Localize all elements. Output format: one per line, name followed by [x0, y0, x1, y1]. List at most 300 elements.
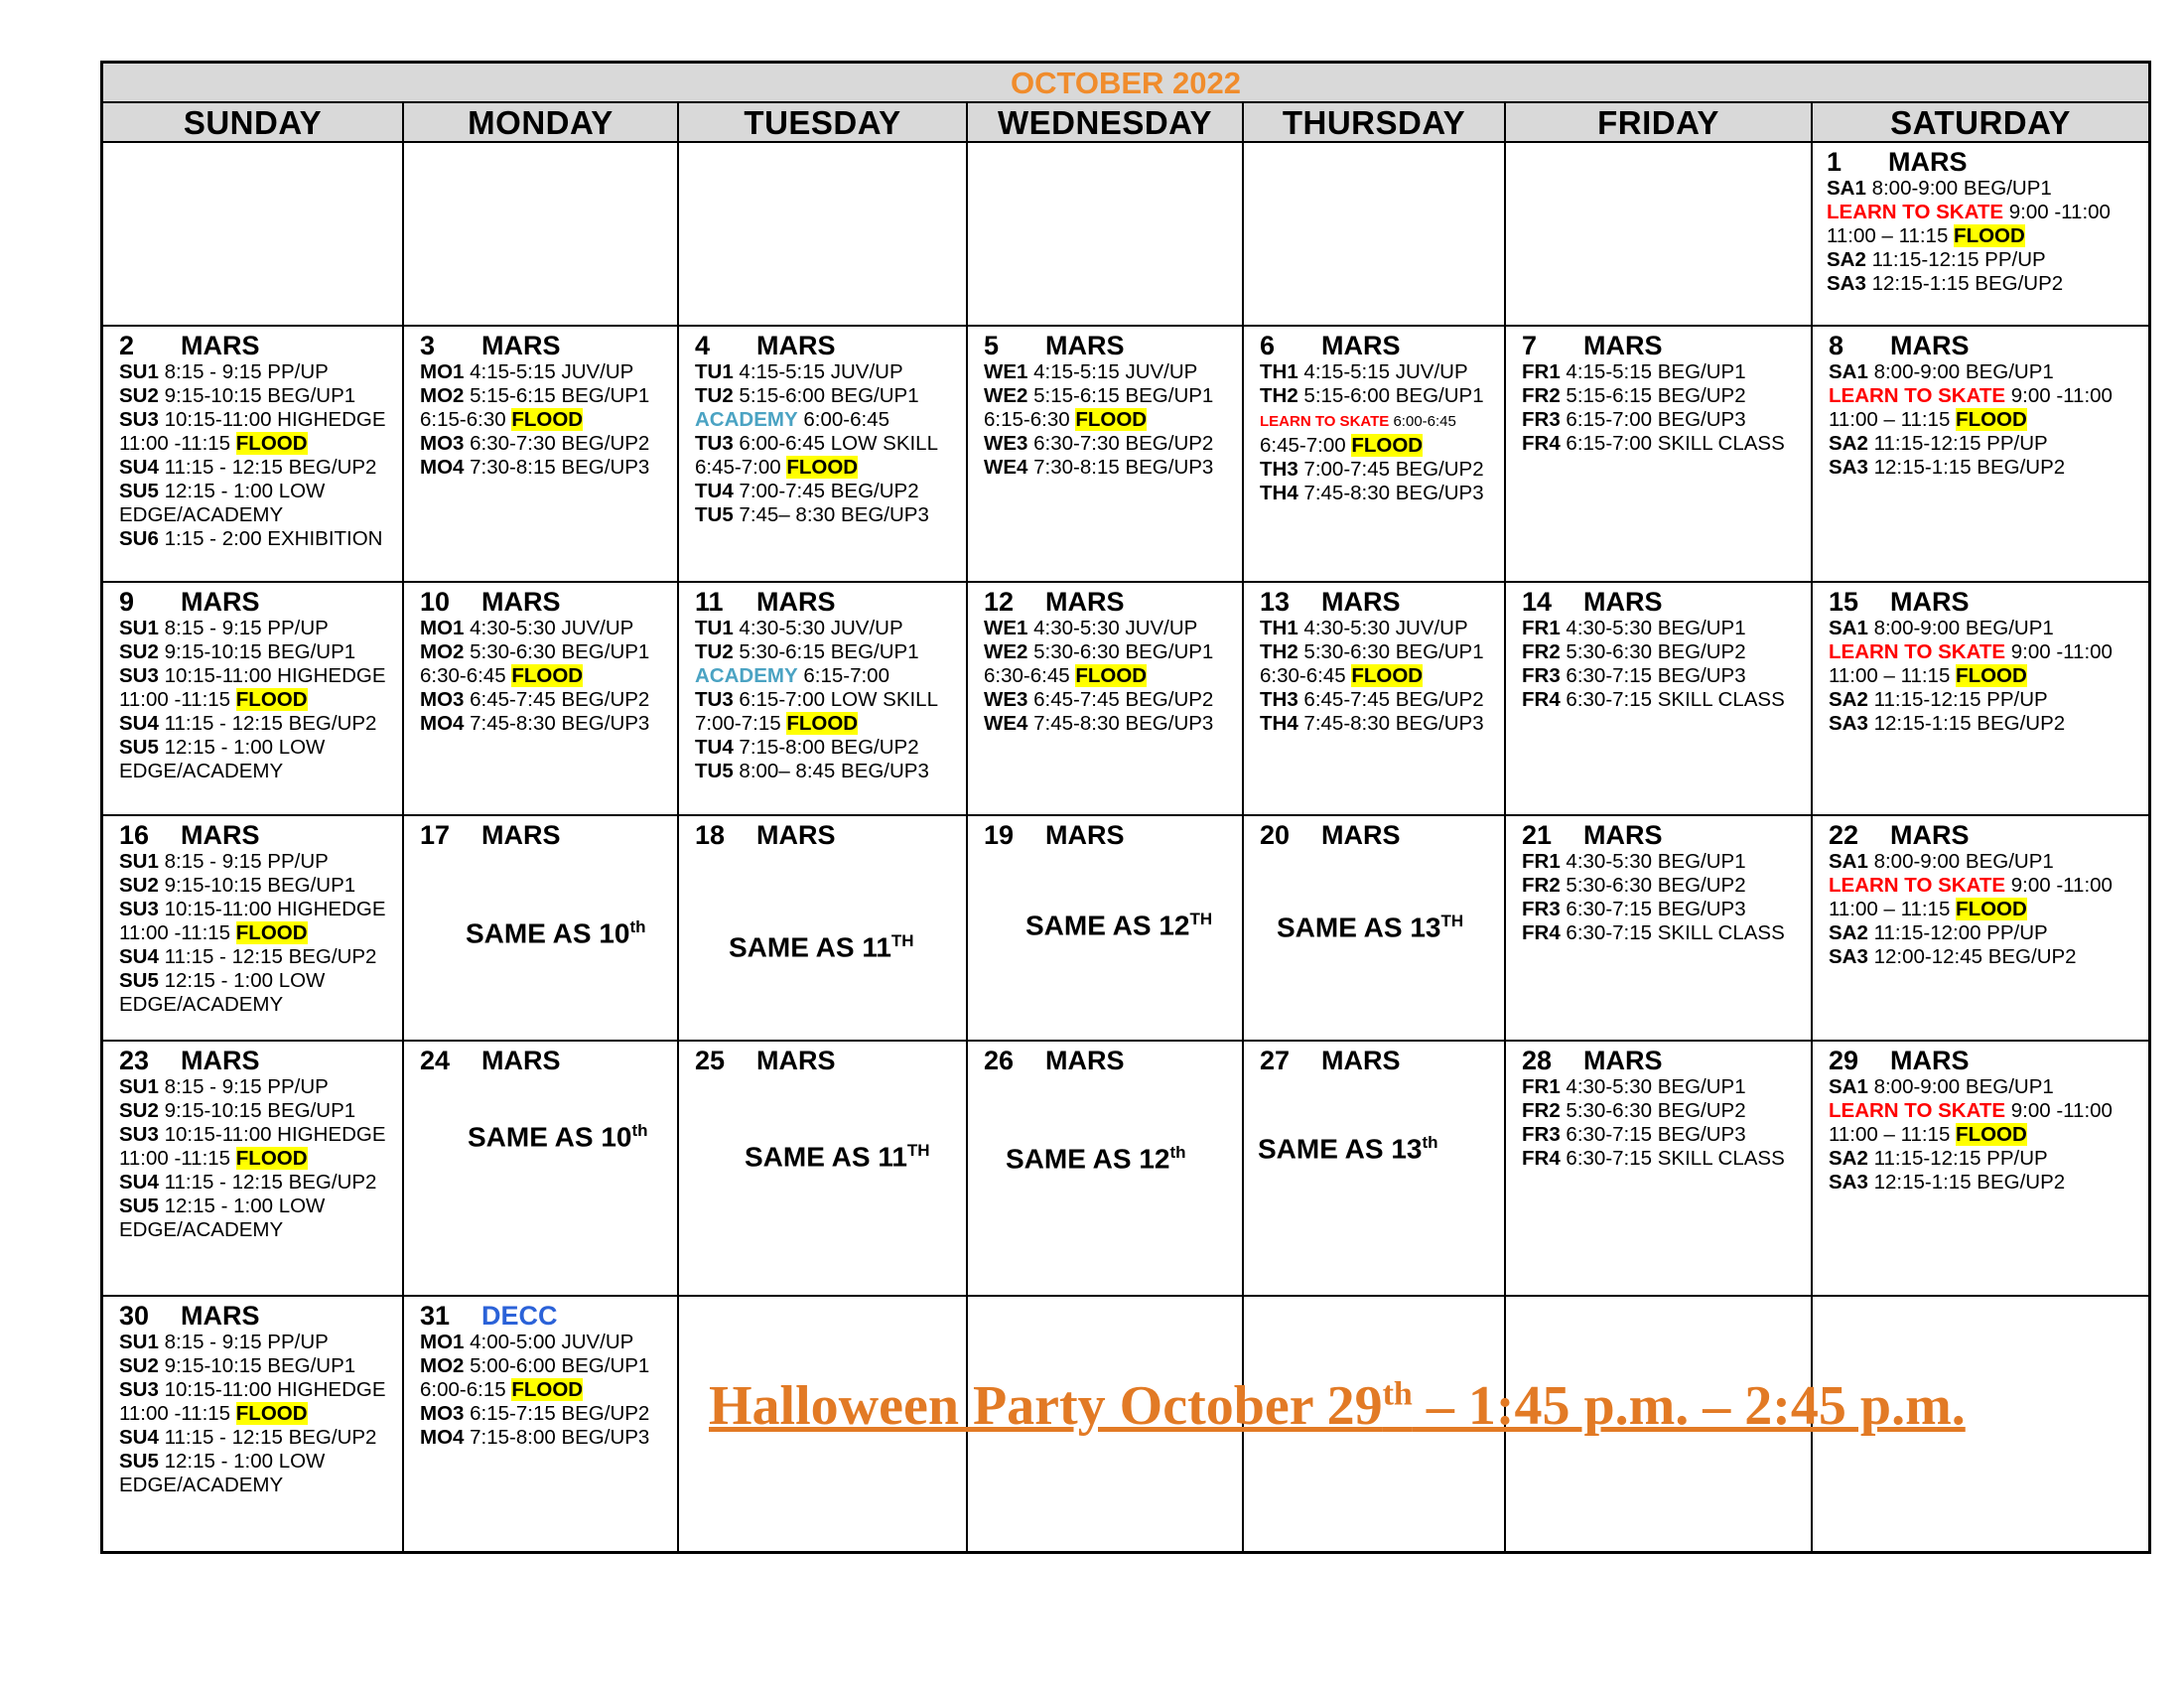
- flood-label: FLOOD: [1075, 408, 1148, 431]
- session-line: [1260, 458, 1504, 482]
- session-line: [1260, 688, 1504, 712]
- rink-location: MARS: [1045, 587, 1125, 617]
- session-text: 11:00 – 11:15: [1829, 664, 1957, 687]
- session-line: [420, 384, 677, 408]
- same-as-suffix: TH: [1189, 910, 1213, 928]
- session-code: SA1: [1829, 617, 1868, 639]
- day-heading: [1829, 820, 2148, 850]
- session-text: 10:15-11:00 HIGHEDGE: [158, 664, 386, 687]
- session-text: 11:15-12:15 PP/UP: [1867, 1147, 2048, 1170]
- session-line: [420, 1426, 677, 1450]
- same-as-text: SAME AS 13: [1258, 1133, 1423, 1165]
- day-heading: [695, 820, 966, 850]
- session-code: FR4: [1522, 1147, 1561, 1170]
- same-as-suffix: TH: [890, 931, 914, 950]
- session-line: [1260, 640, 1504, 664]
- session-code: WE4: [984, 456, 1028, 479]
- session-line: [119, 1123, 402, 1147]
- session-line: [420, 408, 677, 432]
- rink-location: MARS: [1045, 1046, 1125, 1075]
- session-text: 6:30-6:45: [984, 664, 1076, 687]
- day-header-friday: FRIDAY: [1506, 103, 1813, 143]
- session-line: [1829, 850, 2148, 874]
- session-code: MO3: [420, 1402, 465, 1425]
- session-line: [1260, 482, 1504, 505]
- session-text: 4:15-5:15 JUV/UP: [733, 360, 903, 383]
- session-code: SU6: [119, 527, 159, 550]
- session-code: SU5: [119, 736, 159, 759]
- session-text: 11:00 -11:15: [119, 688, 236, 711]
- session-line: [119, 384, 402, 408]
- session-text: 7:30-8:15 BEG/UP3: [464, 456, 650, 479]
- session-line: [695, 688, 966, 712]
- session-line: [119, 480, 402, 503]
- rink-location: MARS: [481, 331, 561, 360]
- flood-label: FLOOD: [235, 432, 308, 455]
- session-code: TU1: [695, 617, 734, 639]
- session-text: 8:00-9:00 BEG/UP1: [1867, 360, 2054, 383]
- session-line: [695, 408, 966, 432]
- session-text: 6:15-7:15 BEG/UP2: [464, 1402, 650, 1425]
- session-text: 7:30-8:15 BEG/UP3: [1027, 456, 1214, 479]
- session-code: SU1: [119, 850, 159, 873]
- session-line: [1829, 1171, 2148, 1195]
- day-cell-8: [1813, 327, 2148, 583]
- session-line: [1522, 1099, 1811, 1123]
- same-as-suffix: th: [629, 917, 646, 936]
- session-line: [984, 408, 1242, 432]
- session-text: 9:00 -11:00: [2005, 384, 2113, 407]
- session-text: 5:15-6:15 BEG/UP1: [1027, 384, 1214, 407]
- session-code: SU1: [119, 617, 159, 639]
- session-line: [119, 1402, 402, 1426]
- session-text: 4:30-5:30 JUV/UP: [1027, 617, 1198, 639]
- session-line: [420, 688, 677, 712]
- day-heading: [984, 331, 1242, 360]
- session-text: 9:00 -11:00: [2003, 201, 2111, 223]
- day-heading: [1260, 1046, 1504, 1075]
- same-as-note: [468, 1121, 648, 1153]
- session-line: [984, 456, 1242, 480]
- session-code: FR3: [1522, 1123, 1561, 1146]
- day-heading: [1829, 587, 2148, 617]
- session-text: 11:15-12:15 PP/UP: [1867, 688, 2048, 711]
- session-line: [1829, 640, 2148, 664]
- session-text: 8:15 - 9:15 PP/UP: [158, 850, 329, 873]
- session-line: [420, 617, 677, 640]
- session-code: TH3: [1260, 458, 1298, 481]
- session-text: 11:15 - 12:15 BEG/UP2: [158, 945, 377, 968]
- session-text: 11:15 - 12:15 BEG/UP2: [158, 1426, 377, 1449]
- day-heading: [420, 1046, 677, 1075]
- day-number: 20: [1260, 820, 1291, 850]
- session-line: [420, 1378, 677, 1402]
- learn-to-skate-label: LEARN TO SKATE: [1829, 384, 2006, 407]
- session-text: 10:15-11:00 HIGHEDGE: [158, 1123, 386, 1146]
- day-heading: [695, 587, 966, 617]
- day-heading: [984, 820, 1242, 850]
- day-heading: [420, 1301, 677, 1331]
- learn-to-skate-label: LEARN TO SKATE: [1829, 1099, 2006, 1122]
- day-heading: [119, 1301, 402, 1331]
- session-text: 8:15 - 9:15 PP/UP: [158, 1075, 329, 1098]
- flood-label: FLOOD: [1351, 664, 1424, 687]
- session-line: [695, 664, 966, 688]
- session-line: [1260, 434, 1504, 458]
- session-line: [1260, 712, 1504, 736]
- session-text: 6:30-7:15 SKILL CLASS: [1560, 1147, 1785, 1170]
- session-code: TH4: [1260, 482, 1298, 504]
- session-line: [119, 898, 402, 921]
- session-line: [420, 712, 677, 736]
- session-line: [1260, 360, 1504, 384]
- day-header-monday: MONDAY: [404, 103, 679, 143]
- session-text: 9:15-10:15 BEG/UP1: [158, 640, 356, 663]
- day-heading: [1522, 820, 1811, 850]
- session-line: [1829, 712, 2148, 736]
- session-line: [1522, 850, 1811, 874]
- rink-location: MARS: [1890, 820, 1970, 850]
- day-heading: [984, 1046, 1242, 1075]
- session-code: SA3: [1827, 272, 1866, 295]
- session-text: 11:15-12:15 PP/UP: [1865, 248, 2046, 271]
- session-line: [1522, 921, 1811, 945]
- session-code: MO3: [420, 432, 465, 455]
- empty-day-cell: [103, 143, 404, 327]
- academy-label: ACADEMY: [695, 408, 798, 431]
- session-code: MO4: [420, 1426, 465, 1449]
- same-as-suffix: th: [631, 1121, 648, 1140]
- day-cell-27: [1244, 1042, 1506, 1297]
- flood-label: FLOOD: [511, 664, 584, 687]
- session-code: MO2: [420, 640, 465, 663]
- same-as-note: [1006, 1143, 1186, 1175]
- session-code: MO3: [420, 688, 465, 711]
- flood-label: FLOOD: [786, 712, 859, 735]
- session-line: [119, 921, 402, 945]
- session-line: [984, 432, 1242, 456]
- day-heading: [984, 587, 1242, 617]
- session-text: 11:00 -11:15: [119, 921, 236, 944]
- session-code: SU3: [119, 1123, 159, 1146]
- day-cell-13: [1244, 583, 1506, 816]
- session-text: 6:45-7:00: [695, 456, 787, 479]
- session-text: 12:15 - 1:00 LOW: [158, 1450, 326, 1473]
- session-text: 4:30-5:30 JUV/UP: [733, 617, 903, 639]
- session-line: [119, 945, 402, 969]
- rink-location: MARS: [756, 331, 836, 360]
- session-line: [1829, 1099, 2148, 1123]
- session-line: [119, 1171, 402, 1195]
- learn-to-skate-label: LEARN TO SKATE: [1260, 413, 1390, 430]
- halloween-party-banner: [709, 1374, 1966, 1438]
- session-line: [1260, 384, 1504, 408]
- session-code: FR3: [1522, 408, 1561, 431]
- session-line: [1829, 360, 2148, 384]
- session-code: TU5: [695, 760, 734, 782]
- session-code: TU3: [695, 432, 734, 455]
- session-code: TU5: [695, 503, 734, 526]
- session-line: [1522, 898, 1811, 921]
- same-as-text: SAME AS 11: [745, 1141, 907, 1173]
- session-text: 6:30-7:15 SKILL CLASS: [1560, 688, 1785, 711]
- session-line: [984, 640, 1242, 664]
- rink-location: MARS: [1321, 331, 1401, 360]
- session-text: 6:15-7:00 SKILL CLASS: [1560, 432, 1785, 455]
- session-text: 9:15-10:15 BEG/UP1: [158, 874, 356, 897]
- session-line: [695, 432, 966, 456]
- session-code: SU2: [119, 640, 159, 663]
- session-line: [119, 850, 402, 874]
- session-text: 6:30-6:45: [1260, 664, 1352, 687]
- session-text: 4:00-5:00 JUV/UP: [464, 1331, 634, 1353]
- day-number: 8: [1829, 331, 1844, 360]
- day-cell-24: [404, 1042, 679, 1297]
- session-text: 5:15-6:00 BEG/UP1: [1297, 384, 1484, 407]
- session-code: SU2: [119, 384, 159, 407]
- session-code: MO2: [420, 1354, 465, 1377]
- session-code: MO4: [420, 712, 465, 735]
- session-line: [1829, 1147, 2148, 1171]
- session-text: 4:30-5:30 BEG/UP1: [1560, 850, 1746, 873]
- day-heading: [119, 587, 402, 617]
- session-line: [1827, 248, 2148, 272]
- day-number: 5: [984, 331, 1000, 360]
- day-number: 27: [1260, 1046, 1291, 1075]
- rink-location: MARS: [181, 331, 260, 360]
- session-line: [1827, 272, 2148, 296]
- same-as-text: SAME AS 12: [1025, 910, 1190, 941]
- session-line: [119, 874, 402, 898]
- session-code: FR1: [1522, 850, 1561, 873]
- session-text: 5:15-6:00 BEG/UP1: [733, 384, 919, 407]
- session-line: [1522, 384, 1811, 408]
- day-number: 24: [420, 1046, 451, 1075]
- empty-day-cell: [968, 143, 1244, 327]
- session-code: FR1: [1522, 617, 1561, 639]
- rink-location: MARS: [756, 587, 836, 617]
- session-text: 11:15-12:15 PP/UP: [1867, 432, 2048, 455]
- session-text: 6:45-7:45 BEG/UP2: [464, 688, 650, 711]
- session-code: SA2: [1827, 248, 1866, 271]
- session-text: 5:00-6:00 BEG/UP1: [464, 1354, 650, 1377]
- day-heading: [695, 1046, 966, 1075]
- session-code: FR2: [1522, 874, 1561, 897]
- session-code: SU2: [119, 1099, 159, 1122]
- session-text: 5:30-6:30 BEG/UP2: [1560, 640, 1746, 663]
- session-code: TU4: [695, 480, 734, 502]
- session-code: SA2: [1829, 1147, 1868, 1170]
- rink-location: MARS: [1583, 820, 1663, 850]
- session-line: [119, 456, 402, 480]
- same-as-note: [1277, 912, 1463, 943]
- session-text: 5:30-6:30 BEG/UP1: [1297, 640, 1484, 663]
- session-line: [119, 527, 402, 551]
- session-code: SU5: [119, 480, 159, 502]
- rink-location: MARS: [1890, 331, 1970, 360]
- day-heading: [1829, 331, 2148, 360]
- session-line: [1827, 224, 2148, 248]
- session-line: [695, 640, 966, 664]
- empty-day-cell: [679, 143, 968, 327]
- empty-day-cell: [1506, 143, 1813, 327]
- session-text: 4:15-5:15 JUV/UP: [464, 360, 634, 383]
- session-code: SU1: [119, 1075, 159, 1098]
- session-text: 12:15-1:15 BEG/UP2: [1867, 712, 2066, 735]
- session-text: 8:00-9:00 BEG/UP1: [1867, 1075, 2054, 1098]
- flood-label: FLOOD: [1956, 898, 2027, 920]
- session-code: SA2: [1829, 921, 1868, 944]
- day-heading: [695, 331, 966, 360]
- rink-location: MARS: [1583, 1046, 1663, 1075]
- session-text: 8:00-9:00 BEG/UP1: [1867, 850, 2054, 873]
- rink-location: MARS: [481, 587, 561, 617]
- session-line: [119, 969, 402, 993]
- session-text: 11:15 - 12:15 BEG/UP2: [158, 712, 377, 735]
- session-code: FR2: [1522, 384, 1561, 407]
- session-text: 4:30-5:30 JUV/UP: [464, 617, 634, 639]
- session-line: [119, 360, 402, 384]
- session-text: 5:30-6:30 BEG/UP1: [1027, 640, 1214, 663]
- day-heading: [1260, 587, 1504, 617]
- session-line: [695, 360, 966, 384]
- session-text: 11:00 -11:15: [119, 432, 236, 455]
- flood-label: FLOOD: [786, 456, 859, 479]
- session-text: 12:15-1:15 BEG/UP2: [1867, 1171, 2066, 1194]
- session-text: 4:30-5:30 BEG/UP1: [1560, 617, 1746, 639]
- same-as-suffix: th: [1422, 1133, 1438, 1152]
- day-cell-29: [1813, 1042, 2148, 1297]
- session-text: 6:15-7:00 LOW SKILL: [733, 688, 938, 711]
- session-line: [420, 360, 677, 384]
- session-text: 8:00-9:00 BEG/UP1: [1867, 617, 2054, 639]
- day-number: 6: [1260, 331, 1276, 360]
- session-code: FR4: [1522, 921, 1561, 944]
- session-line: [1829, 874, 2148, 898]
- day-cell-26: [968, 1042, 1244, 1297]
- session-code: WE1: [984, 360, 1028, 383]
- session-text: EDGE/ACADEMY: [119, 503, 284, 526]
- rink-location: MARS: [1045, 331, 1125, 360]
- session-text: 7:45– 8:30 BEG/UP3: [733, 503, 929, 526]
- session-line: [119, 1218, 402, 1242]
- session-text: 7:45-8:30 BEG/UP3: [1027, 712, 1214, 735]
- session-line: [695, 736, 966, 760]
- session-code: SA1: [1829, 850, 1868, 873]
- session-text: 4:15-5:15 JUV/UP: [1027, 360, 1198, 383]
- session-code: WE3: [984, 688, 1028, 711]
- same-as-note: [466, 917, 646, 949]
- day-number: 9: [119, 587, 135, 617]
- rink-location: MARS: [1583, 331, 1663, 360]
- session-text: 12:15 - 1:00 LOW: [158, 480, 326, 502]
- session-text: 11:00 – 11:15: [1829, 1123, 1957, 1146]
- session-text: 11:00 – 11:15: [1829, 408, 1957, 431]
- session-line: [119, 1474, 402, 1497]
- session-line: [1522, 664, 1811, 688]
- session-code: TU2: [695, 384, 734, 407]
- same-as-suffix: TH: [1440, 912, 1464, 930]
- day-number: 12: [984, 587, 1015, 617]
- rink-location: MARS: [1888, 147, 1968, 177]
- session-line: [119, 1378, 402, 1402]
- rink-location: MARS: [1890, 587, 1970, 617]
- session-line: [1829, 945, 2148, 969]
- same-as-note: [1025, 910, 1212, 941]
- session-line: [1827, 177, 2148, 201]
- session-code: MO1: [420, 617, 465, 639]
- same-as-suffix: th: [1169, 1143, 1186, 1162]
- session-text: 6:30-7:15 SKILL CLASS: [1560, 921, 1785, 944]
- session-text: 5:30-6:30 BEG/UP2: [1560, 874, 1746, 897]
- session-text: 4:15-5:15 JUV/UP: [1297, 360, 1468, 383]
- day-heading: [119, 1046, 402, 1075]
- day-heading: [119, 820, 402, 850]
- flood-label: FLOOD: [235, 688, 308, 711]
- session-line: [119, 1099, 402, 1123]
- session-text: 10:15-11:00 HIGHEDGE: [158, 408, 386, 431]
- day-number: 4: [695, 331, 711, 360]
- day-heading: [1827, 147, 2148, 177]
- flood-label: FLOOD: [1956, 1123, 2027, 1146]
- session-line: [1829, 617, 2148, 640]
- session-code: MO4: [420, 456, 465, 479]
- session-text: 11:00 – 11:15: [1829, 898, 1957, 920]
- session-code: SA3: [1829, 456, 1868, 479]
- rink-location: MARS: [756, 1046, 836, 1075]
- flood-label: FLOOD: [1075, 664, 1148, 687]
- day-cell-5: [968, 327, 1244, 583]
- session-line: [1829, 688, 2148, 712]
- session-code: WE2: [984, 640, 1028, 663]
- session-text: 12:15 - 1:00 LOW: [158, 969, 326, 992]
- session-line: [1827, 201, 2148, 224]
- day-cell-11: [679, 583, 968, 816]
- session-text: 1:15 - 2:00 EXHIBITION: [158, 527, 383, 550]
- session-text: 11:00 -11:15: [119, 1402, 236, 1425]
- session-text: 9:00 -11:00: [2005, 1099, 2113, 1122]
- session-text: 12:15 - 1:00 LOW: [158, 736, 326, 759]
- flood-label: FLOOD: [511, 1378, 584, 1401]
- session-text: 6:00-6:45: [1389, 413, 1456, 430]
- session-code: TH2: [1260, 640, 1298, 663]
- same-as-text: SAME AS 10: [468, 1121, 632, 1153]
- day-number: 1: [1827, 147, 1843, 177]
- session-code: TH1: [1260, 617, 1298, 639]
- calendar: [100, 61, 2151, 1554]
- day-number: 11: [695, 587, 724, 617]
- session-code: SA3: [1829, 712, 1868, 735]
- calendar-title-row: [103, 64, 2148, 103]
- session-code: SU4: [119, 1426, 159, 1449]
- day-cell-30: [103, 1297, 404, 1551]
- session-line: [119, 432, 402, 456]
- session-text: 5:30-6:15 BEG/UP1: [733, 640, 919, 663]
- rink-location: MARS: [181, 1046, 260, 1075]
- rink-location: MARS: [1583, 587, 1663, 617]
- session-line: [420, 456, 677, 480]
- session-line: [695, 480, 966, 503]
- session-text: 8:15 - 9:15 PP/UP: [158, 1331, 329, 1353]
- same-as-text: SAME AS 10: [466, 917, 630, 949]
- session-text: 4:30-5:30 JUV/UP: [1297, 617, 1468, 639]
- session-code: FR3: [1522, 664, 1561, 687]
- session-line: [1829, 384, 2148, 408]
- session-code: SU5: [119, 1195, 159, 1217]
- session-text: EDGE/ACADEMY: [119, 993, 284, 1016]
- rink-location: MARS: [1045, 820, 1125, 850]
- session-line: [119, 1426, 402, 1450]
